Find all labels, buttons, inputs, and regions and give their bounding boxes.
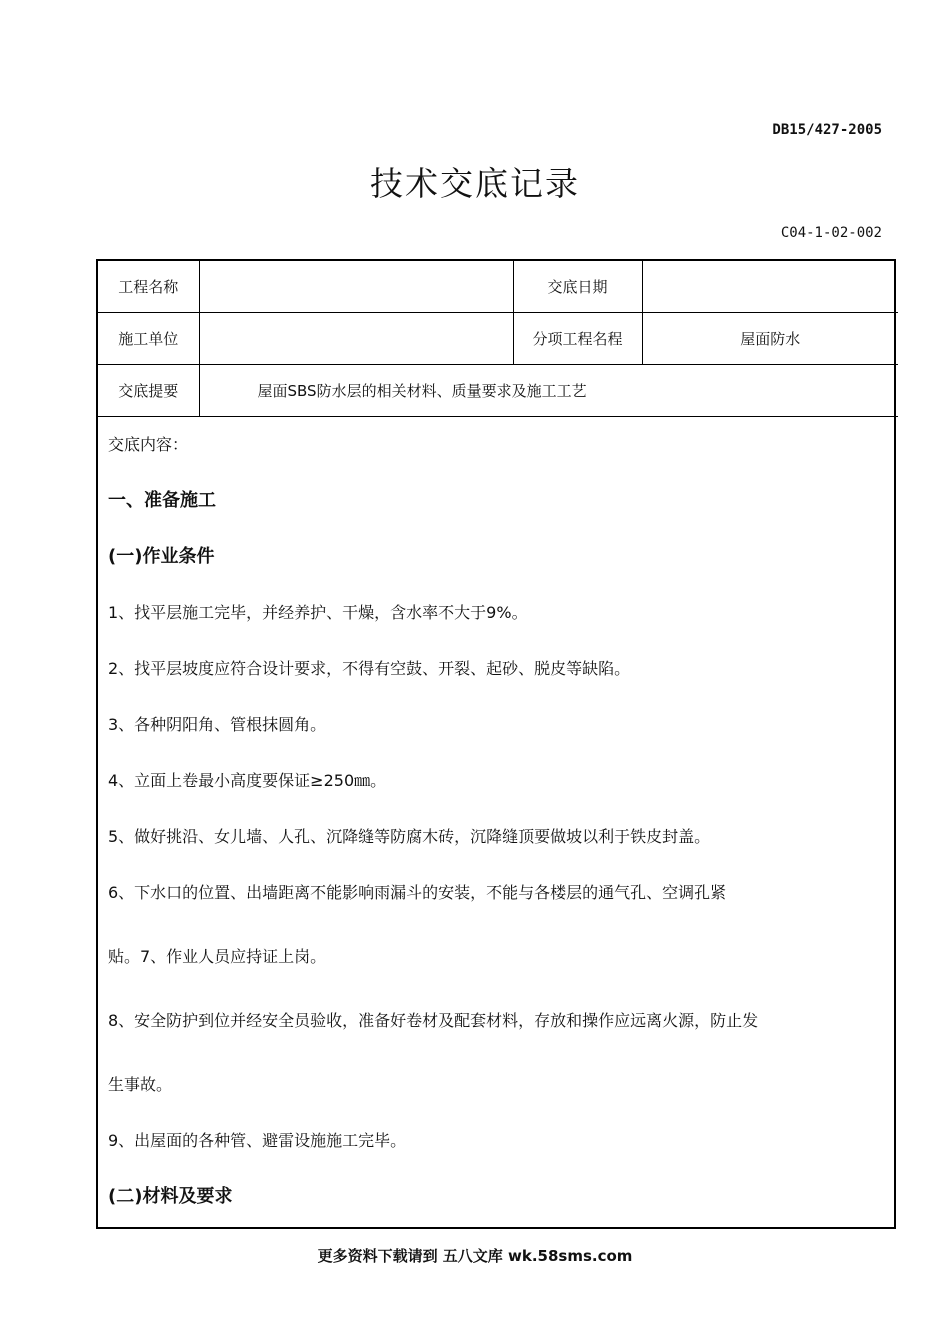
- table-row: [98, 365, 898, 417]
- footer-link[interactable]: 更多资料下载请到 五八文库 wk.58sms.com: [317, 1247, 633, 1265]
- standard-code: DB15/427-2005: [772, 122, 882, 138]
- list-item: 1、找平层施工完毕，并经养护、干燥，含水率不大于9%。: [108, 603, 528, 622]
- date-label: 交底日期: [513, 261, 642, 313]
- list-item: 5、做好挑沿、女儿墙、人孔、沉降缝等防腐木砖，沉降缝顶要做坡以利于铁皮封盖。: [108, 827, 711, 846]
- page-title: 技术交底记录: [370, 164, 580, 203]
- list-item: 8、安全防护到位并经安全员验收，准备好卷材及配套材料，存放和操作应远离火源，防止发: [108, 1011, 759, 1030]
- project-name-label: 工程名称: [98, 261, 199, 313]
- contractor-label: 施工单位: [98, 313, 199, 365]
- list-item: 6、下水口的位置、出墙距离不能影响雨漏斗的安装，不能与各楼层的通气孔、空调孔紧: [108, 883, 727, 902]
- date-field[interactable]: [642, 261, 898, 313]
- section-heading: 一、准备施工: [108, 490, 216, 511]
- subproject-label: 分项工程名程: [513, 313, 642, 365]
- content-intro: 交底内容：: [108, 435, 189, 454]
- list-item: 贴。7、作业人员应持证上岗。: [108, 947, 327, 966]
- subsection-heading: (二)材料及要求: [108, 1186, 233, 1207]
- list-item: 3、各种阴阳角、管根抹圆角。: [108, 715, 327, 734]
- list-item: 2、找平层坡度应符合设计要求，不得有空鼓、开裂、起砂、脱皮等缺陷。: [108, 659, 631, 678]
- summary-label: 交底提要: [98, 365, 199, 417]
- project-name-field[interactable]: [199, 261, 513, 313]
- summary-field[interactable]: 屋面SBS防水层的相关材料、质量要求及施工工艺: [199, 365, 898, 417]
- contractor-field[interactable]: [199, 313, 513, 365]
- list-item: 9、出屋面的各种管、避雷设施施工完毕。: [108, 1131, 407, 1150]
- table-row: [98, 261, 898, 313]
- list-item: 生事故。: [108, 1075, 173, 1094]
- record-form: [96, 259, 896, 1229]
- info-table: [98, 261, 898, 417]
- list-item: 4、立面上卷最小高度要保证≥250㎜。: [108, 771, 387, 790]
- subproject-field[interactable]: 屋面防水: [642, 313, 898, 365]
- disclosure-content: [98, 417, 894, 1239]
- table-row: [98, 313, 898, 365]
- subsection-heading: (一)作业条件: [108, 546, 215, 567]
- form-code: C04-1-02-002: [780, 225, 882, 241]
